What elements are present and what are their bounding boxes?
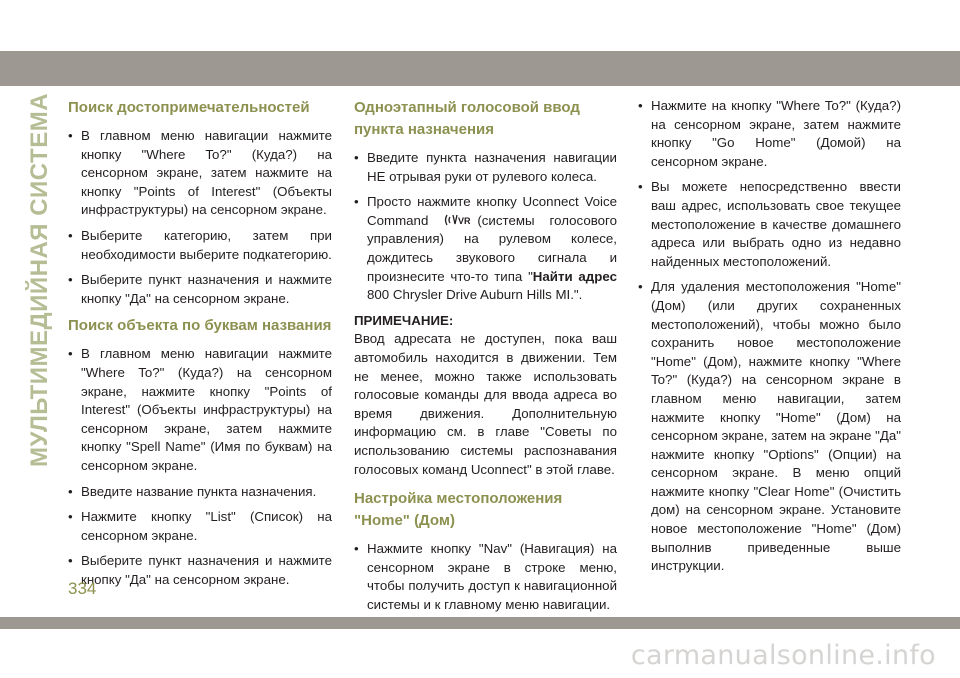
bullet-icon: • bbox=[354, 541, 359, 557]
list-item-text: Выберите пункт назначения и нажмите кнопку "Да" на сенсорном экране. bbox=[81, 272, 332, 306]
header-band bbox=[0, 51, 960, 86]
voice-recognition-icon bbox=[443, 212, 477, 228]
bullet-icon: • bbox=[68, 346, 73, 362]
list-item bbox=[638, 97, 901, 171]
heading-spell-name: Поиск объекта по буквам названия bbox=[68, 317, 332, 335]
list-item-text: Введите название пункта назначения. bbox=[81, 483, 317, 499]
note-text: Ввод адресата не доступен, пока ваш автомобиль находится в движении. Тем не менее, можно также использовать голосовые команды для ввода адреса во время движения. Дополнительную информацию см. в главе "Советы по использованию системы распознавания голосовых команд Uconnect" в этой главе. bbox=[354, 331, 617, 477]
bullet-icon: • bbox=[638, 279, 643, 295]
bullet-icon: • bbox=[68, 483, 73, 499]
watermark: carmanualsonline.info bbox=[630, 640, 936, 671]
bullet-icon: • bbox=[68, 509, 73, 525]
bullet-icon: • bbox=[68, 128, 73, 143]
footer-band bbox=[0, 617, 960, 629]
section-side-title: МУЛЬТИМЕДИЙНАЯ СИСТЕМА bbox=[26, 92, 53, 468]
bullet-icon: • bbox=[638, 98, 643, 113]
list-item-text: Введите пункта назначения навигации НЕ отрывая руки от рулевого колеса. bbox=[367, 150, 617, 184]
list-item bbox=[68, 271, 332, 308]
column-right bbox=[638, 97, 901, 583]
list-item-text: В главном меню навигации нажмите кнопку "Where To?" (Куда?) на сенсорном экране, затем нажмите на кнопку "Points of Interest" (Объекты инфраструктуры) на сенсорном экране. bbox=[81, 128, 332, 218]
page-number: 334 bbox=[68, 579, 97, 598]
list-item-text: Нажмите кнопку "Nav" (Навигация) на сенсорном экране в строке меню, чтобы получить доступ к навигационной системы и к главному меню навигации. bbox=[367, 541, 617, 612]
bullet-icon: • bbox=[354, 194, 359, 210]
list-item bbox=[354, 540, 617, 614]
list-item-text: Выберите категорию, затем при необходимости выберите подкатегорию. bbox=[81, 227, 332, 262]
list-item-text: Выберите пункт назначения и нажмите кнопку "Да" на сенсорном экране. bbox=[81, 553, 332, 587]
list-item bbox=[68, 345, 332, 475]
heading-home-location: Настройка местоположения "Home" (Дом) bbox=[354, 490, 563, 530]
bullet-icon: • bbox=[638, 179, 643, 195]
list-item bbox=[638, 278, 901, 576]
list-item bbox=[68, 227, 332, 264]
heading-one-step-voice: Одноэтапный голосовой ввод пункта назначения bbox=[354, 99, 580, 138]
list-item bbox=[68, 508, 332, 545]
list-item-text: В главном меню навигации нажмите "Where To?" (Куда?) на сенсорном экране, нажмите кнопку "Points of Interest" (Объекты инфраструктуры) на сенсорном экране, затем нажмите кнопку "Spell Name" (Имя по буквам) на сенсорном экране. bbox=[81, 346, 332, 473]
svg-text:VR: VR bbox=[458, 215, 471, 226]
bullet-icon: • bbox=[354, 150, 359, 165]
list-item bbox=[68, 127, 332, 220]
note-heading: ПРИМЕЧАНИЕ: bbox=[354, 312, 454, 328]
list-item bbox=[354, 193, 617, 305]
list-item-text: Нажмите на кнопку "Where To?" (Куда?) на сенсорном экране, затем нажмите кнопку "Go Home" (Домой) на сенсорном экране. bbox=[651, 98, 901, 169]
list-item-text: 800 Chrysler Drive Auburn Hills MI.". bbox=[367, 287, 583, 303]
list-item-text: Для удаления местоположения "Home" (Дом) (или других сохраненных местоположений), чтобы можно было сохранить новое местоположение "Home" (Дом), нажмите кнопку "Where To?" (Куда?) на сенсорном экране в главном меню навигации, затем нажмите кнопку "Home" (Дом) на сенсорном экране, затем на экране "Да" нажмите кнопку "Options" (Опции) на сенсорном экране. В меню опций нажмите кнопку "Clear Home" (Очистить дом) на сенсорном экране. Установите новое местоположение "Home" (Дом) выполнив приведенные выше инструкции. bbox=[651, 279, 901, 574]
list-item bbox=[638, 178, 901, 271]
bullet-icon: • bbox=[68, 553, 73, 569]
column-middle bbox=[354, 97, 617, 621]
list-item bbox=[354, 149, 617, 186]
list-item-text: Просто нажмите кнопку Uconnect Voice Command bbox=[367, 194, 617, 228]
column-left bbox=[68, 97, 332, 596]
heading-points-of-interest: Поиск достопримечательностей bbox=[68, 99, 310, 116]
bullet-icon: • bbox=[68, 272, 73, 288]
list-item bbox=[68, 483, 332, 502]
voice-command-example: Найти адрес bbox=[532, 268, 617, 284]
list-item bbox=[68, 552, 332, 589]
list-item-text: Нажмите кнопку "List" (Список) на сенсорном экране. bbox=[81, 509, 332, 543]
bullet-icon: • bbox=[68, 227, 73, 243]
list-item-text: (системы голосового управления) на рулевом колесе, дождитесь звукового сигнала и произнесите что-то типа " bbox=[367, 212, 617, 284]
list-item-text: Вы можете непосредственно ввести ваш адрес, использовать свое текущее местоположение в качестве домашнего адреса или выбрать одно из недавно найденных местоположений. bbox=[651, 179, 901, 269]
